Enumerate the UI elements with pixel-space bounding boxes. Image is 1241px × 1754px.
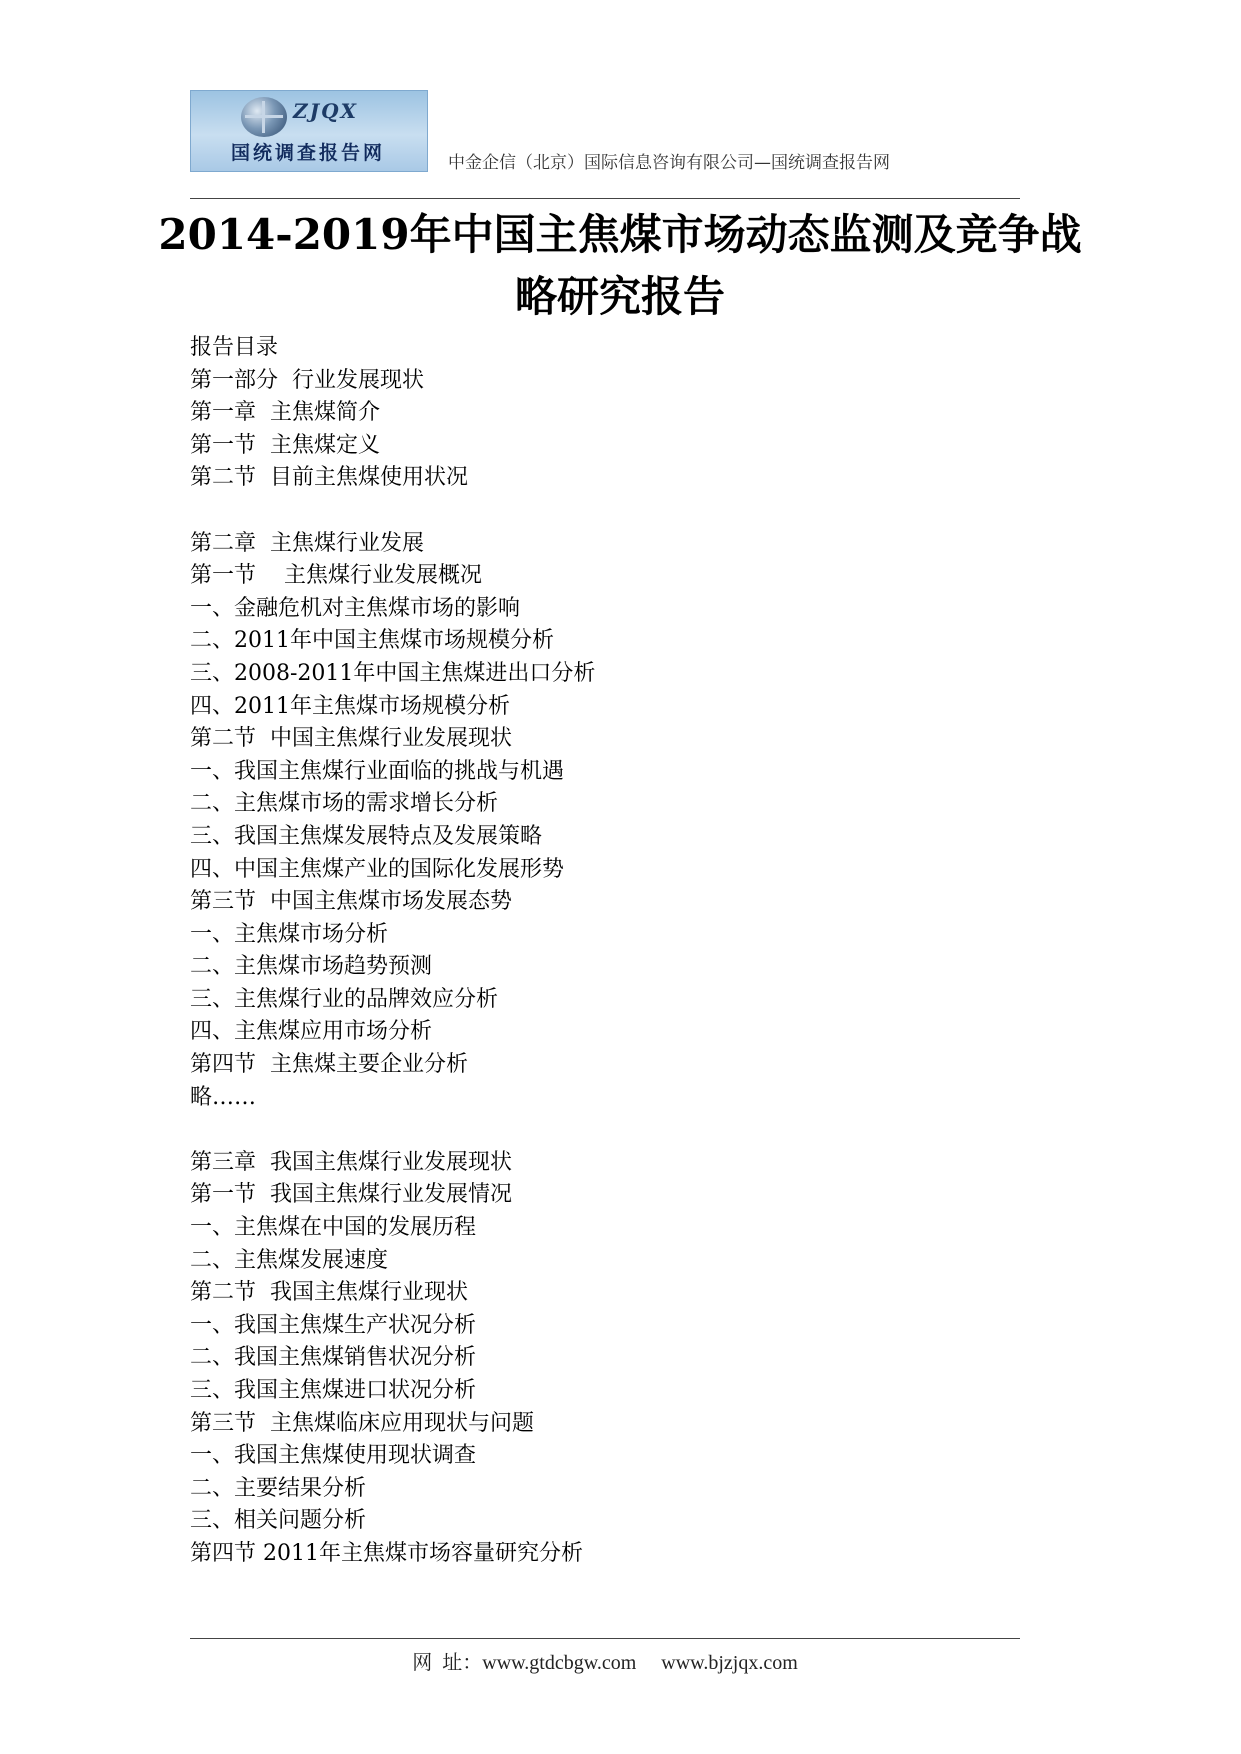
header-divider: [190, 198, 1020, 199]
company-name: 中金企信（北京）国际信息咨询有限公司—国统调查报告网: [448, 153, 890, 173]
globe-icon: [241, 97, 287, 137]
toc-item: 三、2008-2011年中国主焦煤进出口分析: [190, 660, 596, 686]
toc-spacer: [190, 1114, 1050, 1147]
toc-item: 第三节 中国主焦煤市场发展态势: [190, 889, 512, 915]
toc-item: 第三节 主焦煤临床应用现状与问题: [190, 1410, 534, 1436]
toc-item: 第四节 2011年主焦煤市场容量研究分析: [190, 1540, 583, 1566]
table-of-contents: [190, 332, 1050, 1571]
toc-item: 一、主焦煤在中国的发展历程: [190, 1215, 477, 1241]
toc-item: 一、金融危机对主焦煤市场的影响: [190, 595, 521, 621]
logo-brand: ZJQX: [293, 99, 359, 123]
footer-divider: [190, 1638, 1020, 1639]
toc-item: 二、我国主焦煤销售状况分析: [190, 1345, 477, 1371]
toc-item: 第二章 主焦煤行业发展: [190, 530, 424, 556]
toc-item: 第一章 主焦煤简介: [190, 400, 380, 426]
toc-item: 报告目录: [190, 335, 279, 360]
toc-item: 第三章 我国主焦煤行业发展现状: [190, 1149, 512, 1175]
toc-item: 第二节 中国主焦煤行业发展现状: [190, 726, 512, 752]
toc-item: 二、2011年中国主焦煤市场规模分析: [190, 628, 554, 654]
toc-item: 第一节 主焦煤行业发展概况: [190, 563, 482, 589]
toc-item: 三、我国主焦煤发展特点及发展策略: [190, 823, 543, 849]
toc-item: 四、中国主焦煤产业的国际化发展形势: [190, 856, 565, 882]
page-header: [190, 90, 1030, 200]
toc-item: 一、我国主焦煤生产状况分析: [190, 1312, 477, 1338]
toc-item: 三、相关问题分析: [190, 1508, 367, 1534]
toc-item: 第一节 我国主焦煤行业发展情况: [190, 1182, 512, 1208]
toc-item: 第二节 我国主焦煤行业现状: [190, 1280, 468, 1306]
toc-item: 第一节 主焦煤定义: [190, 432, 380, 458]
toc-item: 一、我国主焦煤使用现状调查: [190, 1443, 477, 1469]
toc-item: 第四节 主焦煤主要企业分析: [190, 1052, 468, 1078]
report-title: 2014-2019年中国主焦煤市场动态监测及竞争战略研究报告: [158, 210, 1082, 321]
toc-item: 二、主焦煤市场趋势预测: [190, 954, 433, 980]
toc-item: 四、2011年主焦煤市场规模分析: [190, 693, 510, 719]
toc-item: 第一部分 行业发展现状: [190, 367, 424, 393]
toc-item: 一、主焦煤市场分析: [190, 921, 389, 947]
toc-item: 一、我国主焦煤行业面临的挑战与机遇: [190, 758, 565, 784]
company-logo: [190, 90, 428, 172]
toc-item: 略……: [190, 1084, 257, 1110]
toc-spacer: [190, 495, 1050, 528]
toc-item: 三、我国主焦煤进口状况分析: [190, 1378, 477, 1403]
toc-item: 第二节 目前主焦煤使用状况: [190, 465, 468, 491]
toc-item: 二、主要结果分析: [190, 1475, 367, 1501]
logo-site-name: 国统调查报告网: [230, 142, 385, 164]
toc-item: 二、主焦煤市场的需求增长分析: [190, 791, 499, 817]
toc-item: 二、主焦煤发展速度: [190, 1247, 389, 1273]
toc-item: 三、主焦煤行业的品牌效应分析: [190, 986, 499, 1012]
footer-urls: 网 址：www.gtdcbgw.com www.bjzjqx.com: [412, 1652, 798, 1674]
toc-item: 四、主焦煤应用市场分析: [190, 1019, 433, 1045]
